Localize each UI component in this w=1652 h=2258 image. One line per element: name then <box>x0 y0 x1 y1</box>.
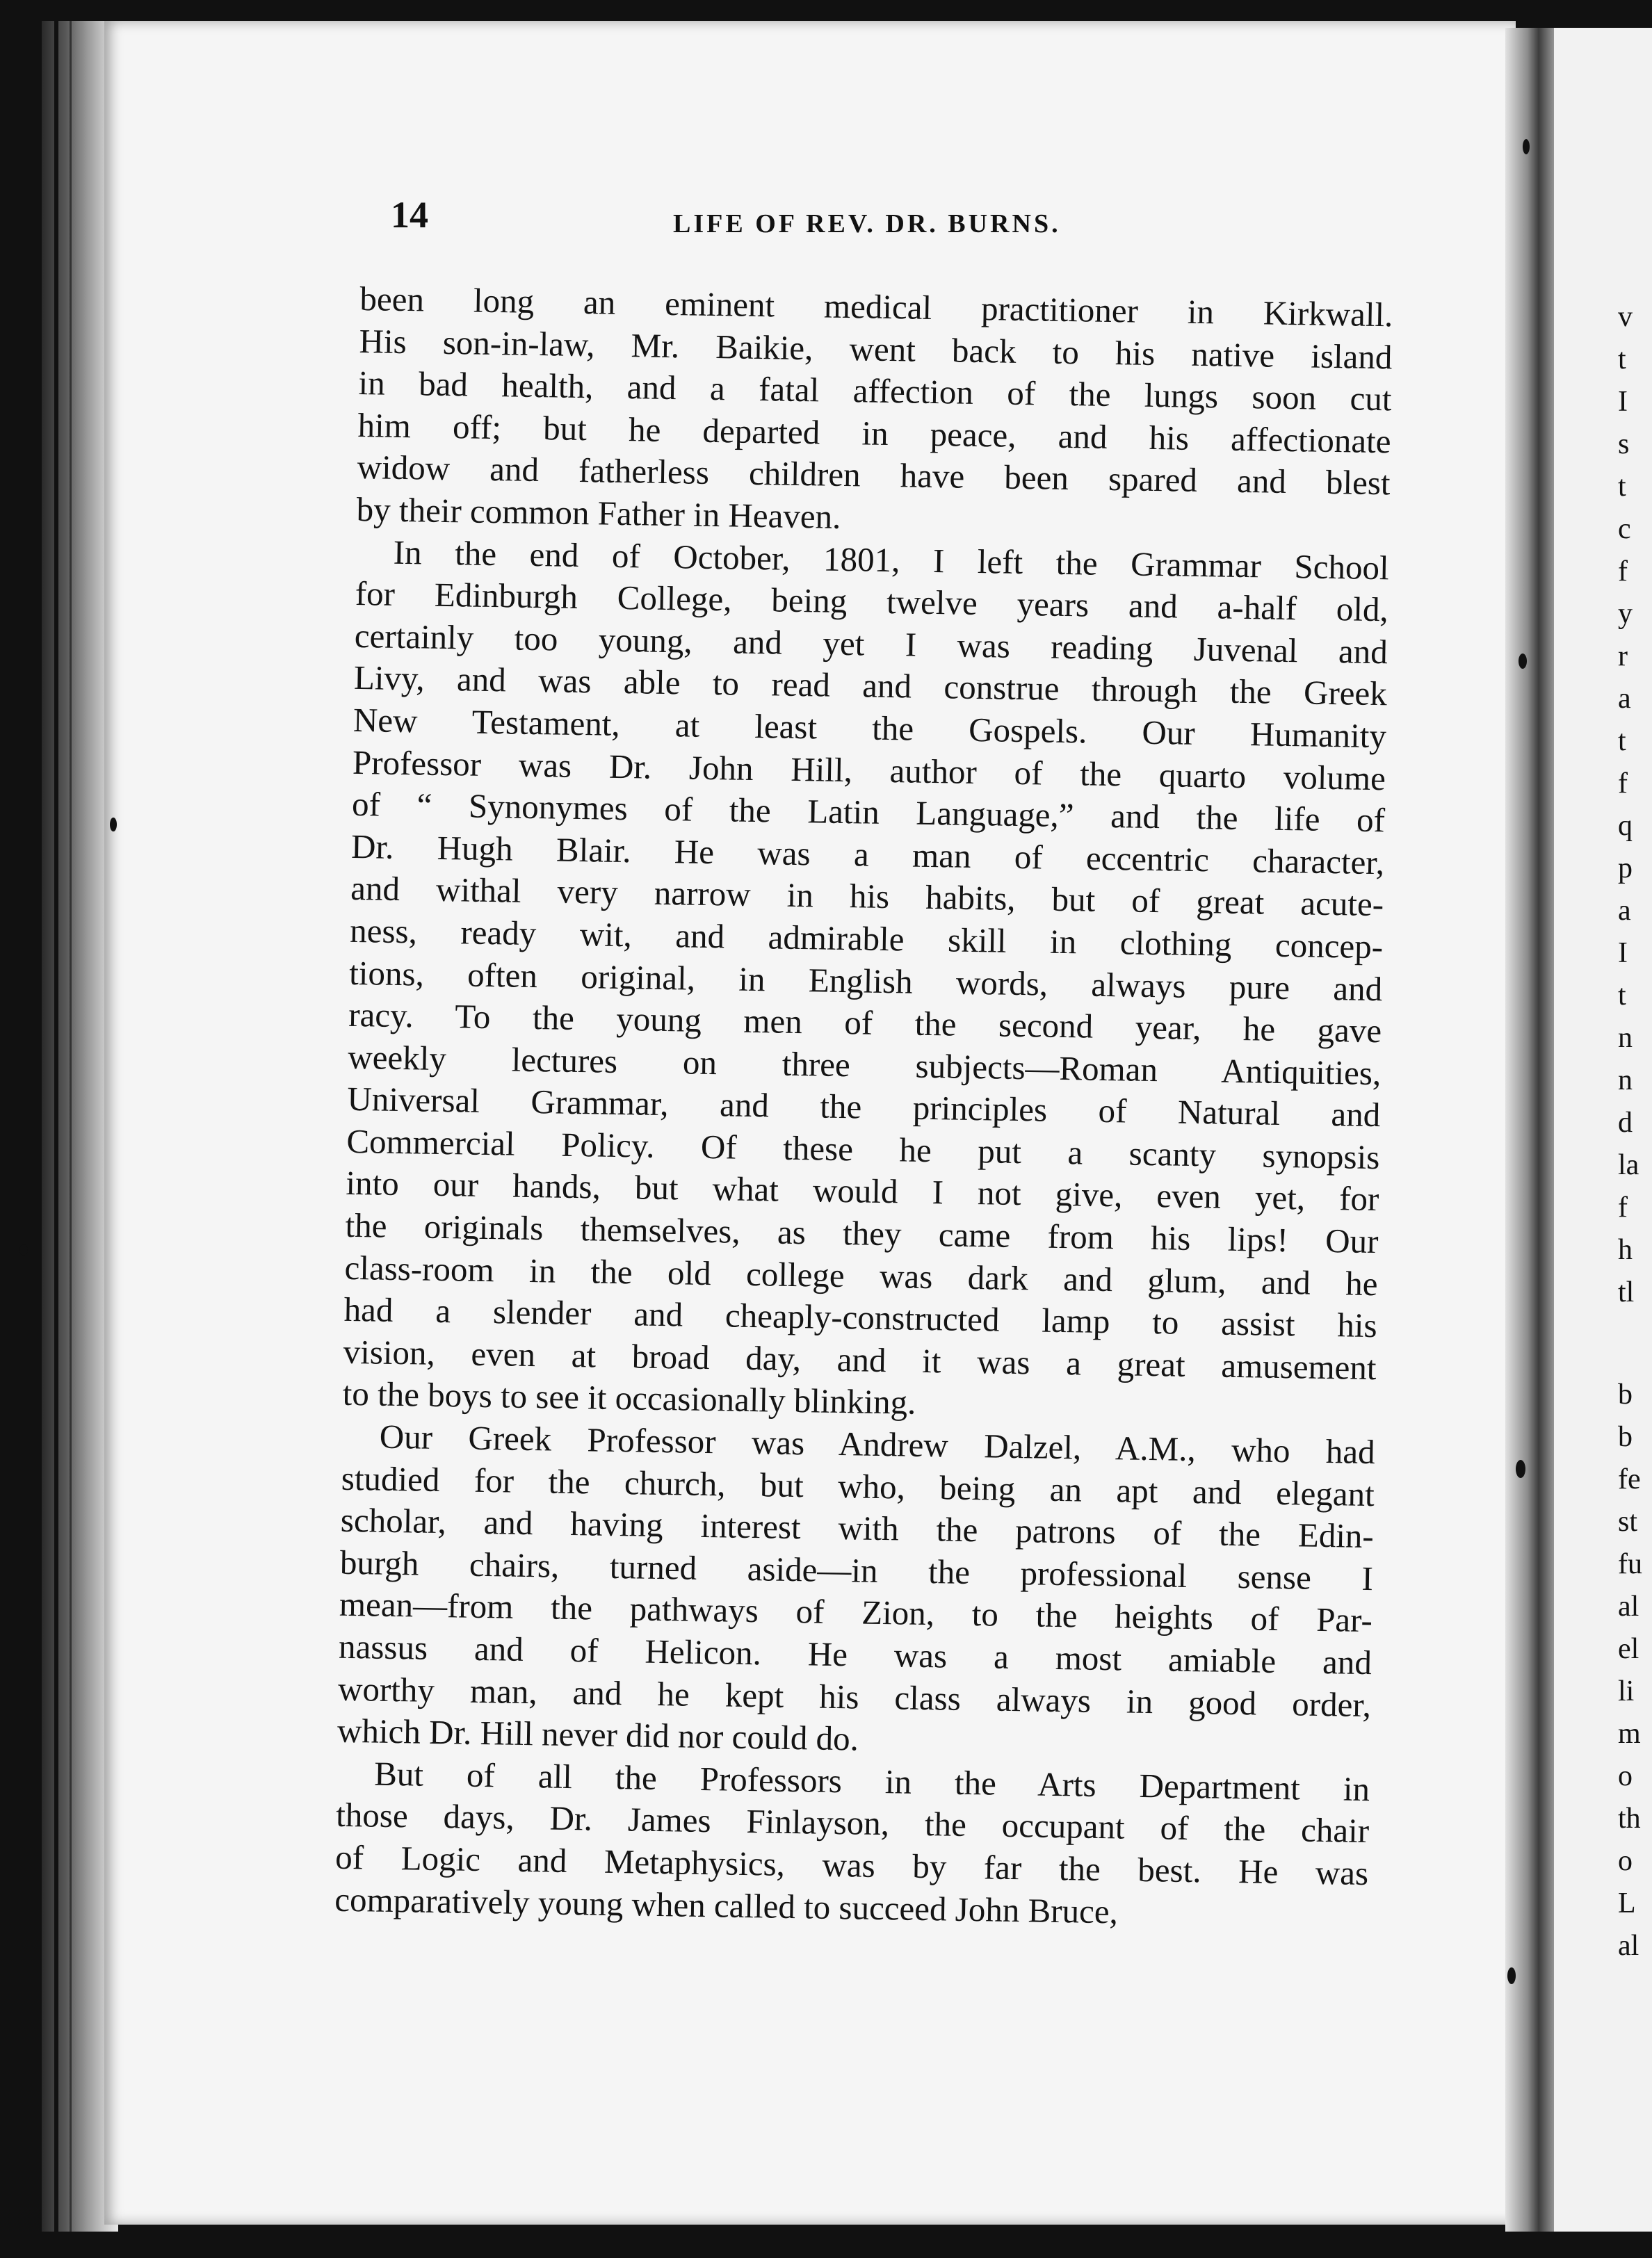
next-page-fragment: t <box>1618 980 1626 1012</box>
next-page-fragment: f <box>1618 555 1628 587</box>
text-line: to the boys to see it occasionally blinking. <box>342 1374 916 1422</box>
next-page-fragment: p <box>1618 852 1633 884</box>
text-line: burgh chairs, turned aside—in the professional sense I <box>339 1543 1374 1598</box>
next-page-fragment: f <box>1618 1192 1628 1224</box>
text-line: class-room in the old college was dark and glum, and he <box>344 1248 1378 1303</box>
body-text <box>334 278 1393 1937</box>
next-page-fragment: al <box>1618 1930 1639 1962</box>
next-page-fragment: n <box>1618 1022 1633 1054</box>
next-page-fragment: n <box>1618 1064 1633 1096</box>
next-page-fragment: L <box>1618 1887 1636 1919</box>
next-page-fragment: r <box>1618 640 1628 672</box>
next-page-fragment: I <box>1618 937 1628 969</box>
next-page-fragment: c <box>1618 513 1631 545</box>
running-title: LIFE OF REV. DR. BURNS. <box>673 209 1061 238</box>
scan-speck <box>1516 1460 1525 1478</box>
text-line: worthy man, and he kept his class always in good order, <box>337 1669 1372 1724</box>
text-line: Dr. Hugh Blair. He was a man of eccentric character, <box>350 827 1385 882</box>
text-line: of Logic and Metaphysics, was by far the best. He was <box>334 1837 1369 1893</box>
page-gutter <box>1505 28 1561 2232</box>
text-line: His son-in-law, Mr. Baikie, went back to his native island <box>359 321 1393 376</box>
text-line: into our hands, but what would I not give, even yet, for <box>346 1164 1379 1219</box>
next-page-edge <box>1554 28 1652 2232</box>
text-line: in bad health, and a fatal affection of the lungs soon cut <box>358 364 1392 419</box>
scan-speck <box>19 1244 28 1256</box>
text-line: mean—from the pathways of Zion, to the heights of Par- <box>339 1585 1373 1640</box>
text-line: certainly too young, and yet I was reading Juvenal and <box>354 616 1388 672</box>
text-line: New Testament, at least the Gospels. Our Humanity <box>353 700 1387 756</box>
next-page-fragment: o <box>1618 1845 1633 1877</box>
next-page-fragment: f <box>1618 767 1628 799</box>
text-line: tions, often original, in English words, always pure and <box>348 953 1383 1008</box>
text-line: studied for the church, but who, being an apt and elegant <box>341 1459 1375 1513</box>
next-page-fragment: t <box>1618 343 1626 375</box>
text-line: those days, Dr. James Finlayson, the occupant of the chair <box>335 1796 1370 1851</box>
text-line: had a slender and cheaply-constructed lamp to assist his <box>343 1290 1377 1345</box>
next-page-fragment: a <box>1618 683 1631 715</box>
text-line: for Edinburgh College, being twelve years and a-half old, <box>355 574 1389 629</box>
next-page-fragment: fe <box>1618 1463 1641 1495</box>
next-page-fragment: al <box>1618 1591 1639 1623</box>
next-page-fragment: li <box>1618 1675 1635 1707</box>
next-page-fragment: tl <box>1618 1276 1635 1308</box>
text-line: Our Greek Professor was Andrew Dalzel, A.M., who had <box>379 1417 1376 1472</box>
text-line: But of all the Professors in the Arts Department in <box>373 1754 1370 1808</box>
next-page-fragment: y <box>1618 598 1633 630</box>
text-line: been long an eminent medical practitioner in Kirkwall. <box>359 279 1393 334</box>
page-number: 14 <box>391 194 428 236</box>
text-line: racy. To the young men of the second year, he gave <box>348 995 1382 1050</box>
text-line: vision, even at broad day, and it was a great amusement <box>343 1332 1377 1387</box>
text-line: the originals themselves, as they came from his lips! Our <box>345 1205 1379 1261</box>
text-line: which Dr. Hill never did nor could do. <box>337 1711 859 1758</box>
next-page-fragment: I <box>1618 386 1628 418</box>
next-page-fragment: d <box>1618 1107 1633 1139</box>
next-page-fragment: el <box>1618 1633 1639 1665</box>
scan-speck <box>110 818 117 831</box>
text-line: Commercial Policy. Of these he put a scanty synopsis <box>346 1121 1380 1177</box>
scan-speck <box>1523 139 1530 154</box>
next-page-fragment: o <box>1618 1760 1633 1792</box>
text-line: widow and fatherless children have been spared and blest <box>357 448 1391 503</box>
text-line: and withal very narrow in his habits, but of great acute- <box>350 869 1384 924</box>
next-page-fragment: th <box>1618 1803 1641 1835</box>
text-line: weekly lectures on three subjects—Roman Antiquities, <box>347 1037 1382 1092</box>
text-line: Livy, and was able to read and construe through the Greek <box>353 658 1388 713</box>
next-page-fragment: m <box>1618 1718 1641 1750</box>
next-page-fragment: la <box>1618 1149 1639 1181</box>
text-line: nassus and of Helicon. He was a most amiable and <box>338 1627 1372 1682</box>
text-line: ness, ready wit, and admirable skill in clothing concep- <box>349 911 1384 966</box>
text-line: by their common Father in Heaven. <box>356 489 841 536</box>
next-page-fragment: b <box>1618 1379 1633 1411</box>
next-page-fragment: s <box>1618 428 1630 460</box>
text-line: Universal Grammar, and the principles of Natural and <box>347 1080 1381 1135</box>
next-page-fragment: v <box>1618 301 1633 333</box>
next-page-fragment: st <box>1618 1506 1638 1538</box>
next-page-fragment: q <box>1618 810 1633 842</box>
text-line: In the end of October, 1801, I left the Grammar School <box>393 533 1390 587</box>
text-line: of “ Synonymes of the Latin Language,” and the life of <box>351 785 1386 840</box>
text-line: him off; but he departed in peace, and his affectionate <box>357 405 1391 461</box>
text-line: scholar, and having interest with the patrons of the Edin- <box>340 1501 1375 1556</box>
next-page-fragment: fu <box>1618 1548 1642 1580</box>
next-page-fragment: a <box>1618 895 1631 927</box>
scan-speck <box>1507 1967 1516 1984</box>
text-line: comparatively young when called to succeed John Bruce, <box>334 1880 1119 1931</box>
next-page-fragment: h <box>1618 1234 1633 1266</box>
text-line: Professor was Dr. John Hill, author of the quarto volume <box>352 742 1386 797</box>
next-page-fragment: t <box>1618 471 1626 503</box>
next-page-fragment: t <box>1618 725 1626 757</box>
next-page-fragment: b <box>1618 1421 1633 1453</box>
scan-speck <box>1519 653 1527 669</box>
